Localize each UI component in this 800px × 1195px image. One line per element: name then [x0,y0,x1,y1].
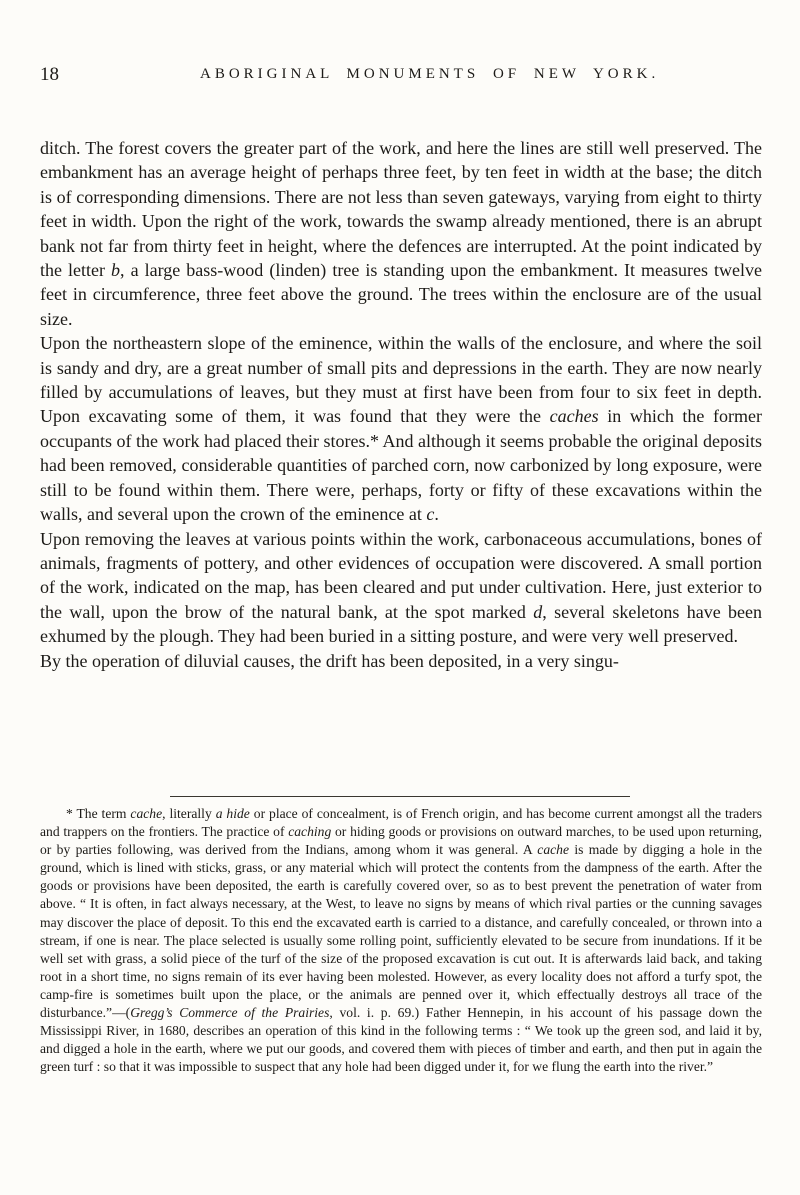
italic-cache: cache [130,806,163,821]
page-header [40,60,760,100]
italic-letter-d: d [533,601,543,622]
italic-citation: Gregg’s Commerce of the Prairies [130,1005,330,1021]
main-text [40,136,762,673]
italic-letter-b: b [111,260,121,281]
paragraph-2 [40,331,762,526]
footnote-paragraph [40,805,762,1076]
footnote-divider [170,796,630,797]
text-run: Upon the northeastern slope of the eminence, within the walls of the enclosure, and where the soil is sandy and dry, are a great number of small pits and depressions in the earth. They are now nearly filled by accumulations of leaves, but they must at first have been from four to six feet in depth. Upon excavating some of them, it was found that they were the [40,333,762,427]
text-run: * The term [66,806,131,821]
text-run: is made by digging a hole in the ground, which is lined with sticks, grass, or any material which will protect the contents from the dampness of the earth. After the goods or provisions have been deposited, the earth is carefully covered over, so as to best prevent the penetration of water from above. “ It is often, in fact always necessary, at the West, to leave no signs by means of which rival parties or the cunning savages may discover the place of deposit. To this end the excavated earth is carried to a distance, and carefully concealed, or thrown into a stream, if one is near. The place selected is usually some rolling point, sufficiently elevated to be secure from inundations. If it be well set with grass, a solid piece of the turf of the size of the proposed excavation is cut out. It is afterwards laid back, and taking root in a short time, no signs remain of its ever having been molested. However, as every locality does not afford a turfy spot, the camp-fire is sometimes built upon the place, or the animals are penned over it, which effectually destroys all trace of the disturbance.”—( [40,842,762,1021]
text-run: , vol. i. p. 69.) Father Hennepin, in his account of his passage down the Mississippi River, in 1680, describes an operation of this kind in the following terms : “ We took up the green sod, and laid it by, and digged a hole in the earth, where we put our goods, and covered them with pieces of timber and earth, and then put in again the green turf : so that it was impossible to suspect that any hole had been digged under it, for we flung the earth into the river.” [40,1005,763,1075]
italic-cache: cache [537,842,569,858]
text-run: , literally [162,806,216,821]
footnote [40,805,762,1076]
running-title: ABORIGINAL MONUMENTS OF NEW YORK. [200,66,660,82]
text-run: , several skeletons have been exhumed by the plough. They had been buried in a sitting posture, and were very well preserved. [40,601,762,647]
text-run: , a large bass-wood (linden) tree is standing upon the embankment. It measures twelve feet in circumference, three feet above the ground. The trees within the enclosure are of the usual size. [40,260,763,329]
text-run: ditch. The forest covers the greater part of the work, and here the lines are still well preserved. The embankment has an average height of perhaps three feet, by ten feet in width at the base; the ditch is of corresponding dimensions. There are not less than seven gateways, varying from eight to thirty feet in width. Upon the right of the work, towards the swamp already mentioned, there is an abrupt bank not far from thirty feet in height, where the defences are interrupted. At the point indicated by the letter [40,138,762,281]
paragraph-3 [40,527,762,649]
paragraph-4 [40,649,762,673]
italic-a-hide: a hide [215,806,250,821]
paragraph-1 [40,136,762,331]
italic-letter-c: c [426,504,435,525]
text-run: or place of concealment, is of French origin, and has become current amongst all the traders and trappers on the frontiers. The practice of [40,806,762,840]
page-number: 18 [40,64,59,85]
italic-caching: caching [288,824,332,840]
text-run: Upon removing the leaves at various points within the work, carbonaceous accumulations, bones of animals, fragments of pottery, and other evidences of occupation were discovered. A small portion of the work, indicated on the map, has been cleared and put under cultivation. Here, just exterior to the wall, upon the brow of the natural bank, at the spot marked [40,528,762,622]
text-run: in which the former occupants of the work had placed their stores.* And although it seems probable the original deposits had been removed, considerable quantities of parched corn, now carbonized by long exposure, were still to be found within them. There were, perhaps, forty or fifty of these excavations within the walls, and several upon the crown of the eminence at [40,406,762,525]
italic-caches: caches [549,406,599,427]
text-run: or hiding goods or provisions on outward marches, to be used upon returning, or by parties following, was derived from the Indians, among whom it was general. A [40,824,762,858]
text-run: By the operation of diluvial causes, the drift has been deposited, in a very singu- [40,650,619,671]
text-run: . [434,504,439,525]
